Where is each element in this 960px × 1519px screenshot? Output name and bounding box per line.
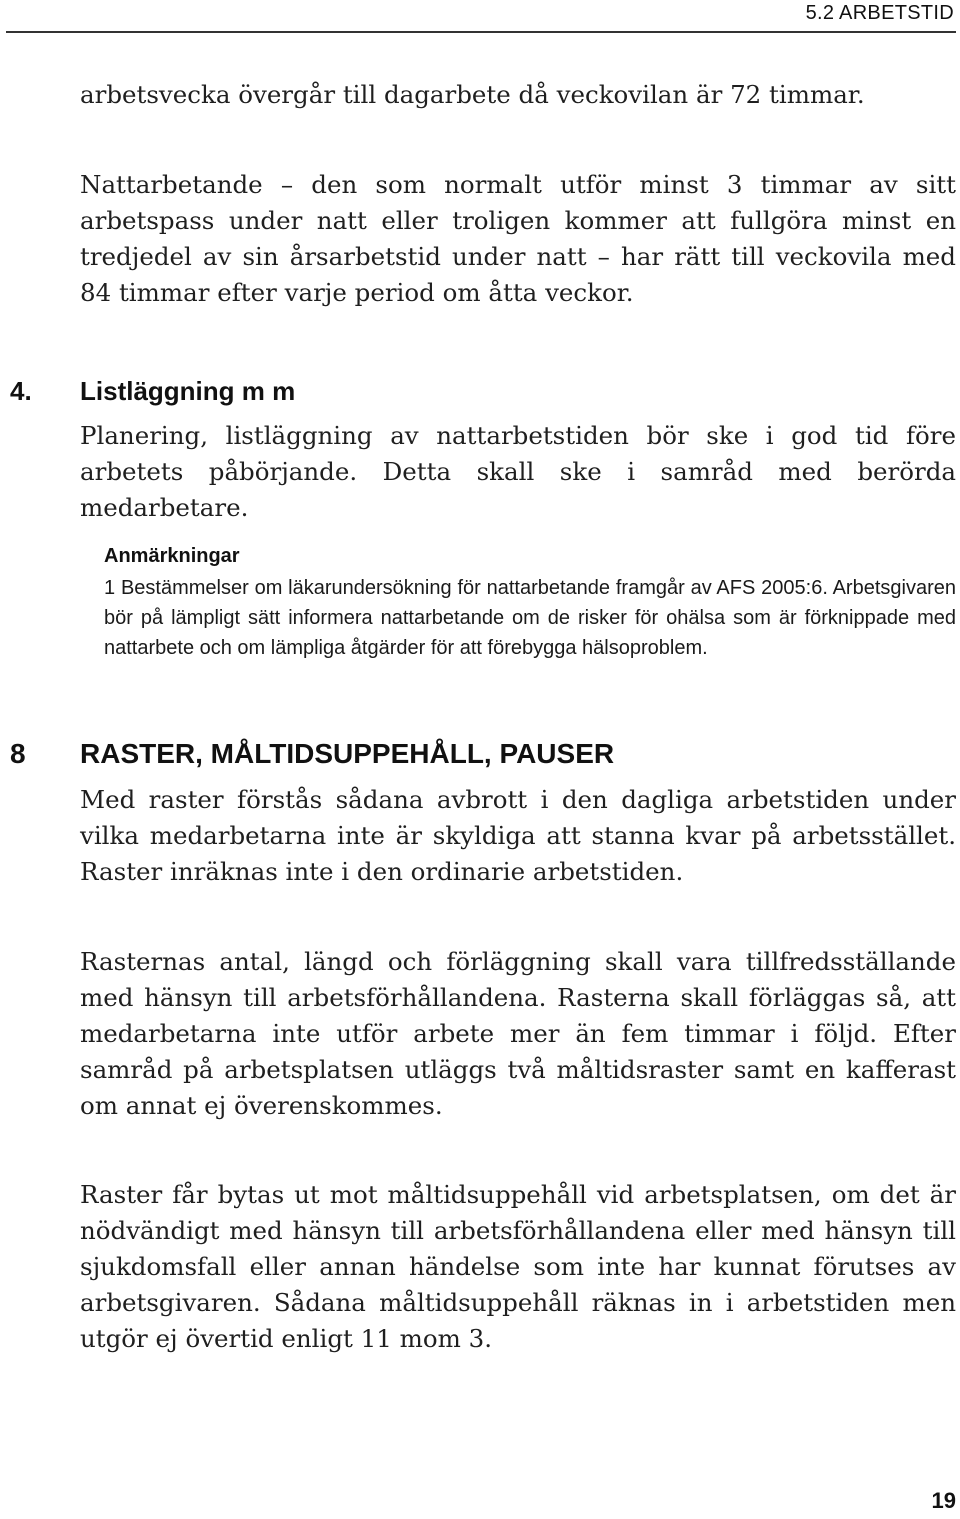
header-rule [6,31,956,33]
subsection-body: Planering, listläggning av nattarbetstiden bör ske i god tid före arbetets påbörjande. Detta skall ske i samråd med berörda medarbetare. [80,421,956,522]
section-paragraph-breaks-count: Rasternas antal, längd och förläggning skall vara tillfredsställande med hänsyn till arbetsförhållandena. Rasterna skall förläggas så, att medarbetarna inte utför arbete mer än fem timmar i följd. Efter samråd på arbetsplatsen utläggs två måltidsraster samt en kafferast om annat ej överenskommes. [80,947,956,1120]
section-paragraph-meal-breaks: Raster får bytas ut mot måltidsuppehåll vid arbetsplatsen, om det är nödvändigt med hänsyn till arbetsförhållandena eller med hänsyn till sjukdomsfall eller annan händelse som inte har kunnat förutses av arbetsgivaren. Sådana måltidsuppehåll räknas in i arbetstiden men utgör ej övertid enligt 11 mom 3. [80,1180,956,1353]
paragraph-weekly-rest-end: arbetsvecka övergår till dagarbete då veckovilan är 72 timmar. [80,80,865,109]
section-title: RASTER, MÅLTIDSUPPEHÅLL, PAUSER [80,738,615,769]
page-number: 19 [931,1488,956,1513]
note-item: 1 Bestämmelser om läkarundersökning för nattarbetande framgår av AFS 2005:6. Arbetsgivaren bör på lämpligt sätt informera nattarbetande om de risker för ohälsa som är förknippade med nattarbete och om lämpliga åtgärder för att förebygga hälsoproblem. [104,577,956,659]
running-header-section: 5.2 ARBETSTID [805,2,954,24]
subsection-title: Listläggning m m [80,376,296,406]
subsection-number: 4. [10,376,32,406]
section-number: 8 [10,738,26,769]
paragraph-night-workers: Nattarbetande – den som normalt utför minst 3 timmar av sitt arbetspass under natt eller troligen kommer att fullgöra minst en tredjedel av sin årsarbetstid under natt – har rätt till veckovila med 84 timmar efter varje period om åtta veckor. [80,170,956,307]
section-paragraph-breaks-definition: Med raster förstås sådana avbrott i den dagliga arbetstiden under vilka medarbetarna inte är skyldiga att stanna kvar på arbetsstället. Raster inräknas inte i den ordinarie arbetstiden. [80,785,956,886]
notes-title: Anmärkningar [104,545,240,567]
